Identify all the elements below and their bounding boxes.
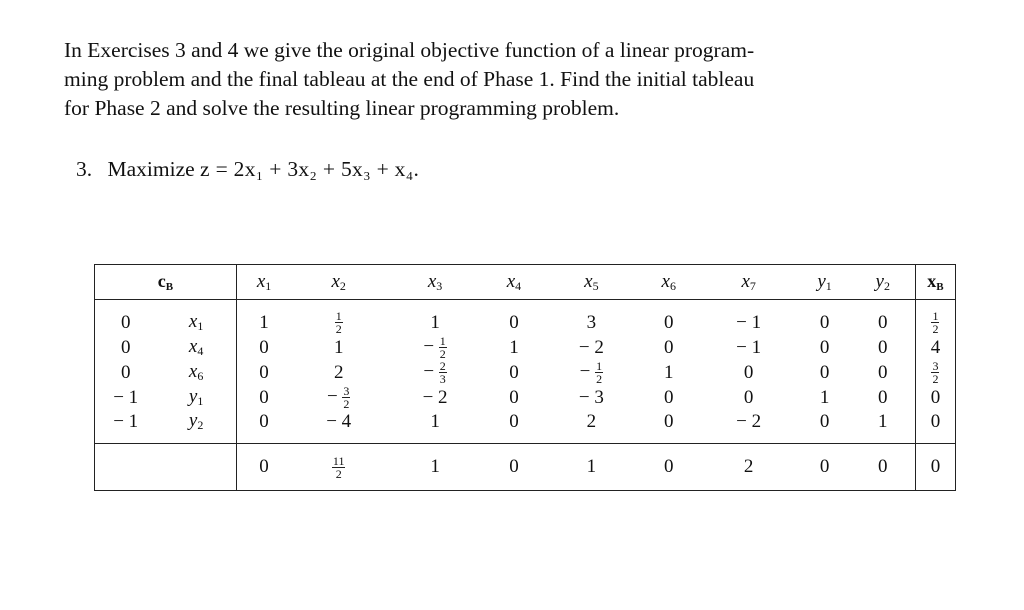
row-cb-value: 0	[95, 335, 157, 360]
header-col-y2: $y_2$	[851, 265, 916, 300]
cell-x1: 0	[236, 385, 291, 410]
tableau-row-x4	[95, 335, 956, 360]
exercise-3-statement	[76, 157, 419, 182]
row-basis-variable: $y_2$	[156, 410, 236, 444]
header-col-y1: $y_1$	[799, 265, 851, 300]
objective-cell-x6: 0	[639, 444, 699, 491]
cell-x2: − 4	[291, 410, 386, 444]
tableau-header-row	[95, 265, 956, 300]
cell-x6: 0	[664, 311, 674, 333]
header-col-x6: $x_6$	[639, 265, 699, 300]
cell-y1: 0	[819, 336, 830, 358]
instructions-line-3: for Phase 2 and solve the resulting linear programming problem.	[64, 96, 620, 120]
header-col-x1: $x_1$	[236, 265, 291, 300]
cell-x1: 0	[236, 410, 291, 444]
cell-y2: 0	[877, 386, 888, 408]
cell-x6: 0	[639, 410, 699, 444]
cell-y2: 1	[851, 410, 916, 444]
cell-x4: 1	[509, 336, 519, 358]
cell-xb: 0	[915, 385, 955, 410]
cell-x1: 0	[236, 360, 291, 385]
objective-equation: z = 2x₁ + 3x₂ + 5x₃ + x₄.	[200, 157, 420, 181]
cell-x6: 0	[664, 386, 674, 408]
cell-x5: − $\frac{1}{2}$	[579, 359, 603, 386]
cell-x2: 2	[333, 361, 344, 383]
objective-row-label-blank	[95, 444, 237, 491]
cell-x2: 1	[333, 336, 344, 358]
cell-x3: 1	[386, 410, 484, 444]
header-col-x4: $x_4$	[484, 265, 544, 300]
objective-cell-x1: 0	[236, 444, 291, 491]
objective-cell-x3: 1	[386, 444, 484, 491]
cell-x5: 3	[586, 311, 597, 333]
cell-x4: 0	[509, 361, 519, 383]
cell-y1: 1	[819, 386, 830, 408]
objective-cell-x2: $\frac{11}{2}$	[291, 444, 386, 491]
cell-x4: 0	[509, 311, 519, 333]
cell-x7: − 1	[736, 336, 762, 358]
cell-x7: 0	[743, 386, 754, 408]
cell-x5: 2	[544, 410, 639, 444]
header-cb: $c_B$	[95, 265, 237, 300]
row-basis-variable: $x_1$	[188, 311, 204, 333]
cell-x3: − 2	[422, 386, 448, 408]
tableau-row-y2	[95, 410, 956, 444]
exercise-number: 3.	[76, 157, 93, 181]
cell-x6: 1	[664, 361, 674, 383]
cell-x3: − $\frac{1}{2}$	[423, 334, 446, 361]
cell-y1: 0	[819, 361, 830, 383]
header-col-x2: $x_2$	[291, 265, 386, 300]
instructions-line-1: In Exercises 3 and 4 we give the original objective function of a linear program-	[64, 38, 755, 62]
row-cb-value: − 1	[95, 385, 157, 410]
header-xb: $x_B$	[915, 265, 955, 300]
objective-cell-x5: 1	[544, 444, 639, 491]
row-basis-variable: $x_4$	[188, 336, 204, 358]
cell-x1: 1	[236, 300, 291, 336]
header-col-x3: $x_3$	[386, 265, 484, 300]
header-col-x5: $x_5$	[544, 265, 639, 300]
cell-x4: 0	[509, 386, 519, 408]
cell-x3: 1	[430, 311, 440, 333]
row-basis-variable: $x_6$	[188, 361, 204, 383]
exercise-label: Maximize	[107, 157, 195, 181]
objective-cell-x4: 0	[484, 444, 544, 491]
cell-y1: 0	[799, 410, 851, 444]
phase1-final-tableau	[94, 264, 956, 491]
cell-x4: 0	[484, 410, 544, 444]
cell-y2: 0	[877, 361, 888, 383]
objective-cell-y1: 0	[799, 444, 851, 491]
tableau-row-x6	[95, 360, 956, 385]
cell-x7: 0	[743, 361, 754, 383]
cell-y1: 0	[819, 311, 830, 333]
row-basis-variable: $y_1$	[188, 386, 204, 408]
objective-cell-y2: 0	[851, 444, 916, 491]
cell-x2: $\frac{1}{2}$	[335, 309, 342, 336]
tableau-row-y1	[95, 385, 956, 410]
cell-xb: 0	[915, 410, 955, 444]
cell-y2: 0	[877, 311, 888, 333]
row-cb-value: 0	[95, 300, 157, 336]
objective-cell-x7: 2	[699, 444, 799, 491]
cell-y2: 0	[877, 336, 888, 358]
cell-x6: 0	[664, 336, 674, 358]
cell-xb: $\frac{3}{2}$	[915, 360, 955, 385]
cell-x5: − 3	[578, 386, 604, 408]
objective-row	[95, 444, 956, 491]
row-cb-value: − 1	[95, 410, 157, 444]
cell-x2: − $\frac{3}{2}$	[326, 384, 350, 411]
tableau-row-x1	[95, 300, 956, 336]
cell-x5: − 2	[578, 336, 604, 358]
header-col-x7: $x_7$	[699, 265, 799, 300]
cell-x7: − 1	[736, 311, 762, 333]
cell-x3: − $\frac{2}{3}$	[423, 359, 446, 386]
row-cb-value: 0	[95, 360, 157, 385]
instructions-line-2: ming problem and the final tableau at the end of Phase 1. Find the initial tableau	[64, 67, 755, 91]
instructions-paragraph	[64, 36, 964, 123]
cell-xb: 4	[915, 335, 955, 360]
cell-x7: − 2	[699, 410, 799, 444]
cell-x1: 0	[236, 335, 291, 360]
objective-cell-xb: 0	[915, 444, 955, 491]
cell-xb: $\frac{1}{2}$	[915, 300, 955, 336]
